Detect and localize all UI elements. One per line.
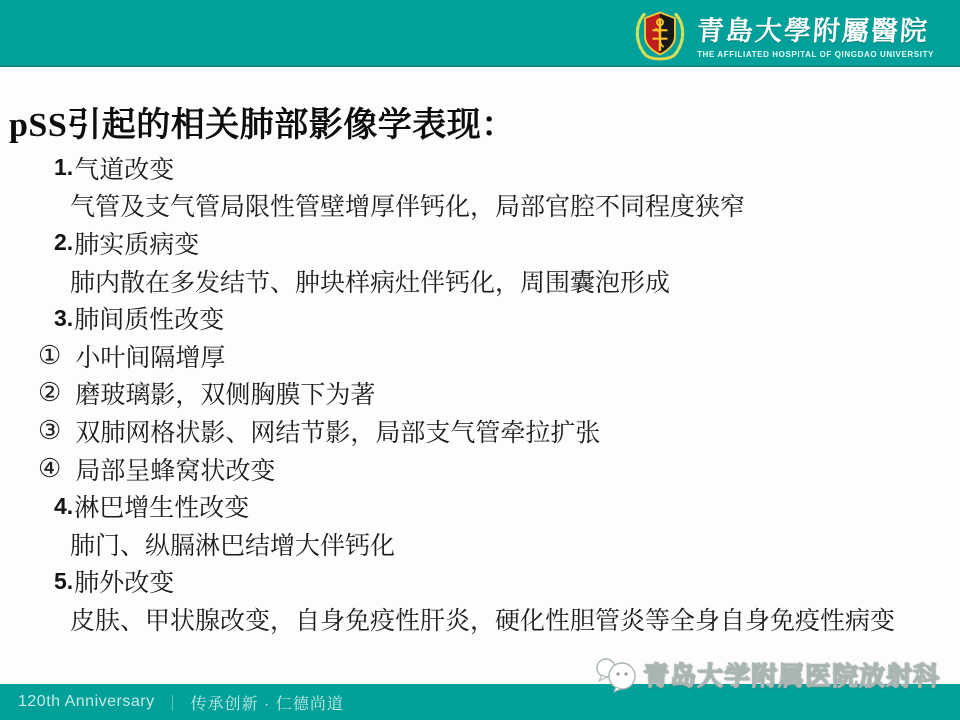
list-item-text: 肺间质性改变 [74,307,225,335]
header-band [0,0,960,67]
list-item-text: 皮肤、甲状腺改变，自身免疫性肝炎，硬化性胆管炎等全身自身免疫性病变 [70,607,896,635]
list-item-text: 小叶间隔增厚 [75,344,226,372]
list-item-marker: 4. [54,492,74,519]
list-item [0,487,960,525]
watermark [594,654,940,694]
list-item-text: 肺实质病变 [74,231,200,259]
list-item-marker: ④ [38,453,62,483]
list-item-marker: ③ [38,415,62,445]
list-item-text: 气管及支气管局限性管壁增厚伴钙化，局部官腔不同程度狭窄 [70,194,746,222]
list-item-marker: ① [38,340,62,370]
list-item [0,224,960,262]
hospital-logo [632,5,934,63]
list-item [0,337,960,375]
list-item-text: 淋巴增生性改变 [74,495,250,523]
list-item-marker: 3. [54,304,74,331]
list-item-marker: 1. [54,154,74,181]
hospital-emblem-icon [632,6,688,62]
hospital-name-zh: 青島大學附屬醫院 [695,16,930,46]
list-item-text: 肺门、纵膈淋巴结增大伴钙化 [70,532,396,560]
list-item-text: 磨玻璃影，双侧胸膜下为著 [75,382,376,410]
list-item [0,375,960,413]
list-item [0,299,960,337]
anniversary-label: 120th Anniversary [18,693,155,710]
list-item-text: 肺外改变 [74,570,175,598]
list-item-marker: 5. [54,567,74,594]
list-item-marker: 2. [54,229,74,256]
list-item [0,600,960,638]
list-item [0,187,960,225]
list-item-text: 肺内散在多发结节、肿块样病灶伴钙化，周围囊泡形成 [70,269,671,297]
findings-list [0,149,960,638]
footer-motto: 传承创新 · 仁德尚道 [190,695,344,713]
list-item [0,450,960,488]
list-item [0,149,960,187]
page-title: pSS引起的相关肺部影像学表现： [9,107,516,144]
chat-bubbles-watermark-icon [594,654,640,694]
list-item-marker: ② [38,378,62,408]
list-item [0,563,960,601]
list-item [0,412,960,450]
list-item [0,525,960,563]
footer-separator: ｜ [164,695,181,713]
watermark-text: 青岛大学附属医院放射科 [642,660,940,691]
list-item [0,262,960,300]
hospital-name-en: THE AFFILIATED HOSPITAL OF QINGDAO UNIVERSITY [697,50,934,59]
list-item-text: 双肺网格状影、网结节影，局部支气管牵拉扩张 [75,419,601,447]
hospital-logo-text [697,9,934,59]
list-item-text: 局部呈蜂窝状改变 [75,457,276,485]
list-item-text: 气道改变 [74,156,175,184]
